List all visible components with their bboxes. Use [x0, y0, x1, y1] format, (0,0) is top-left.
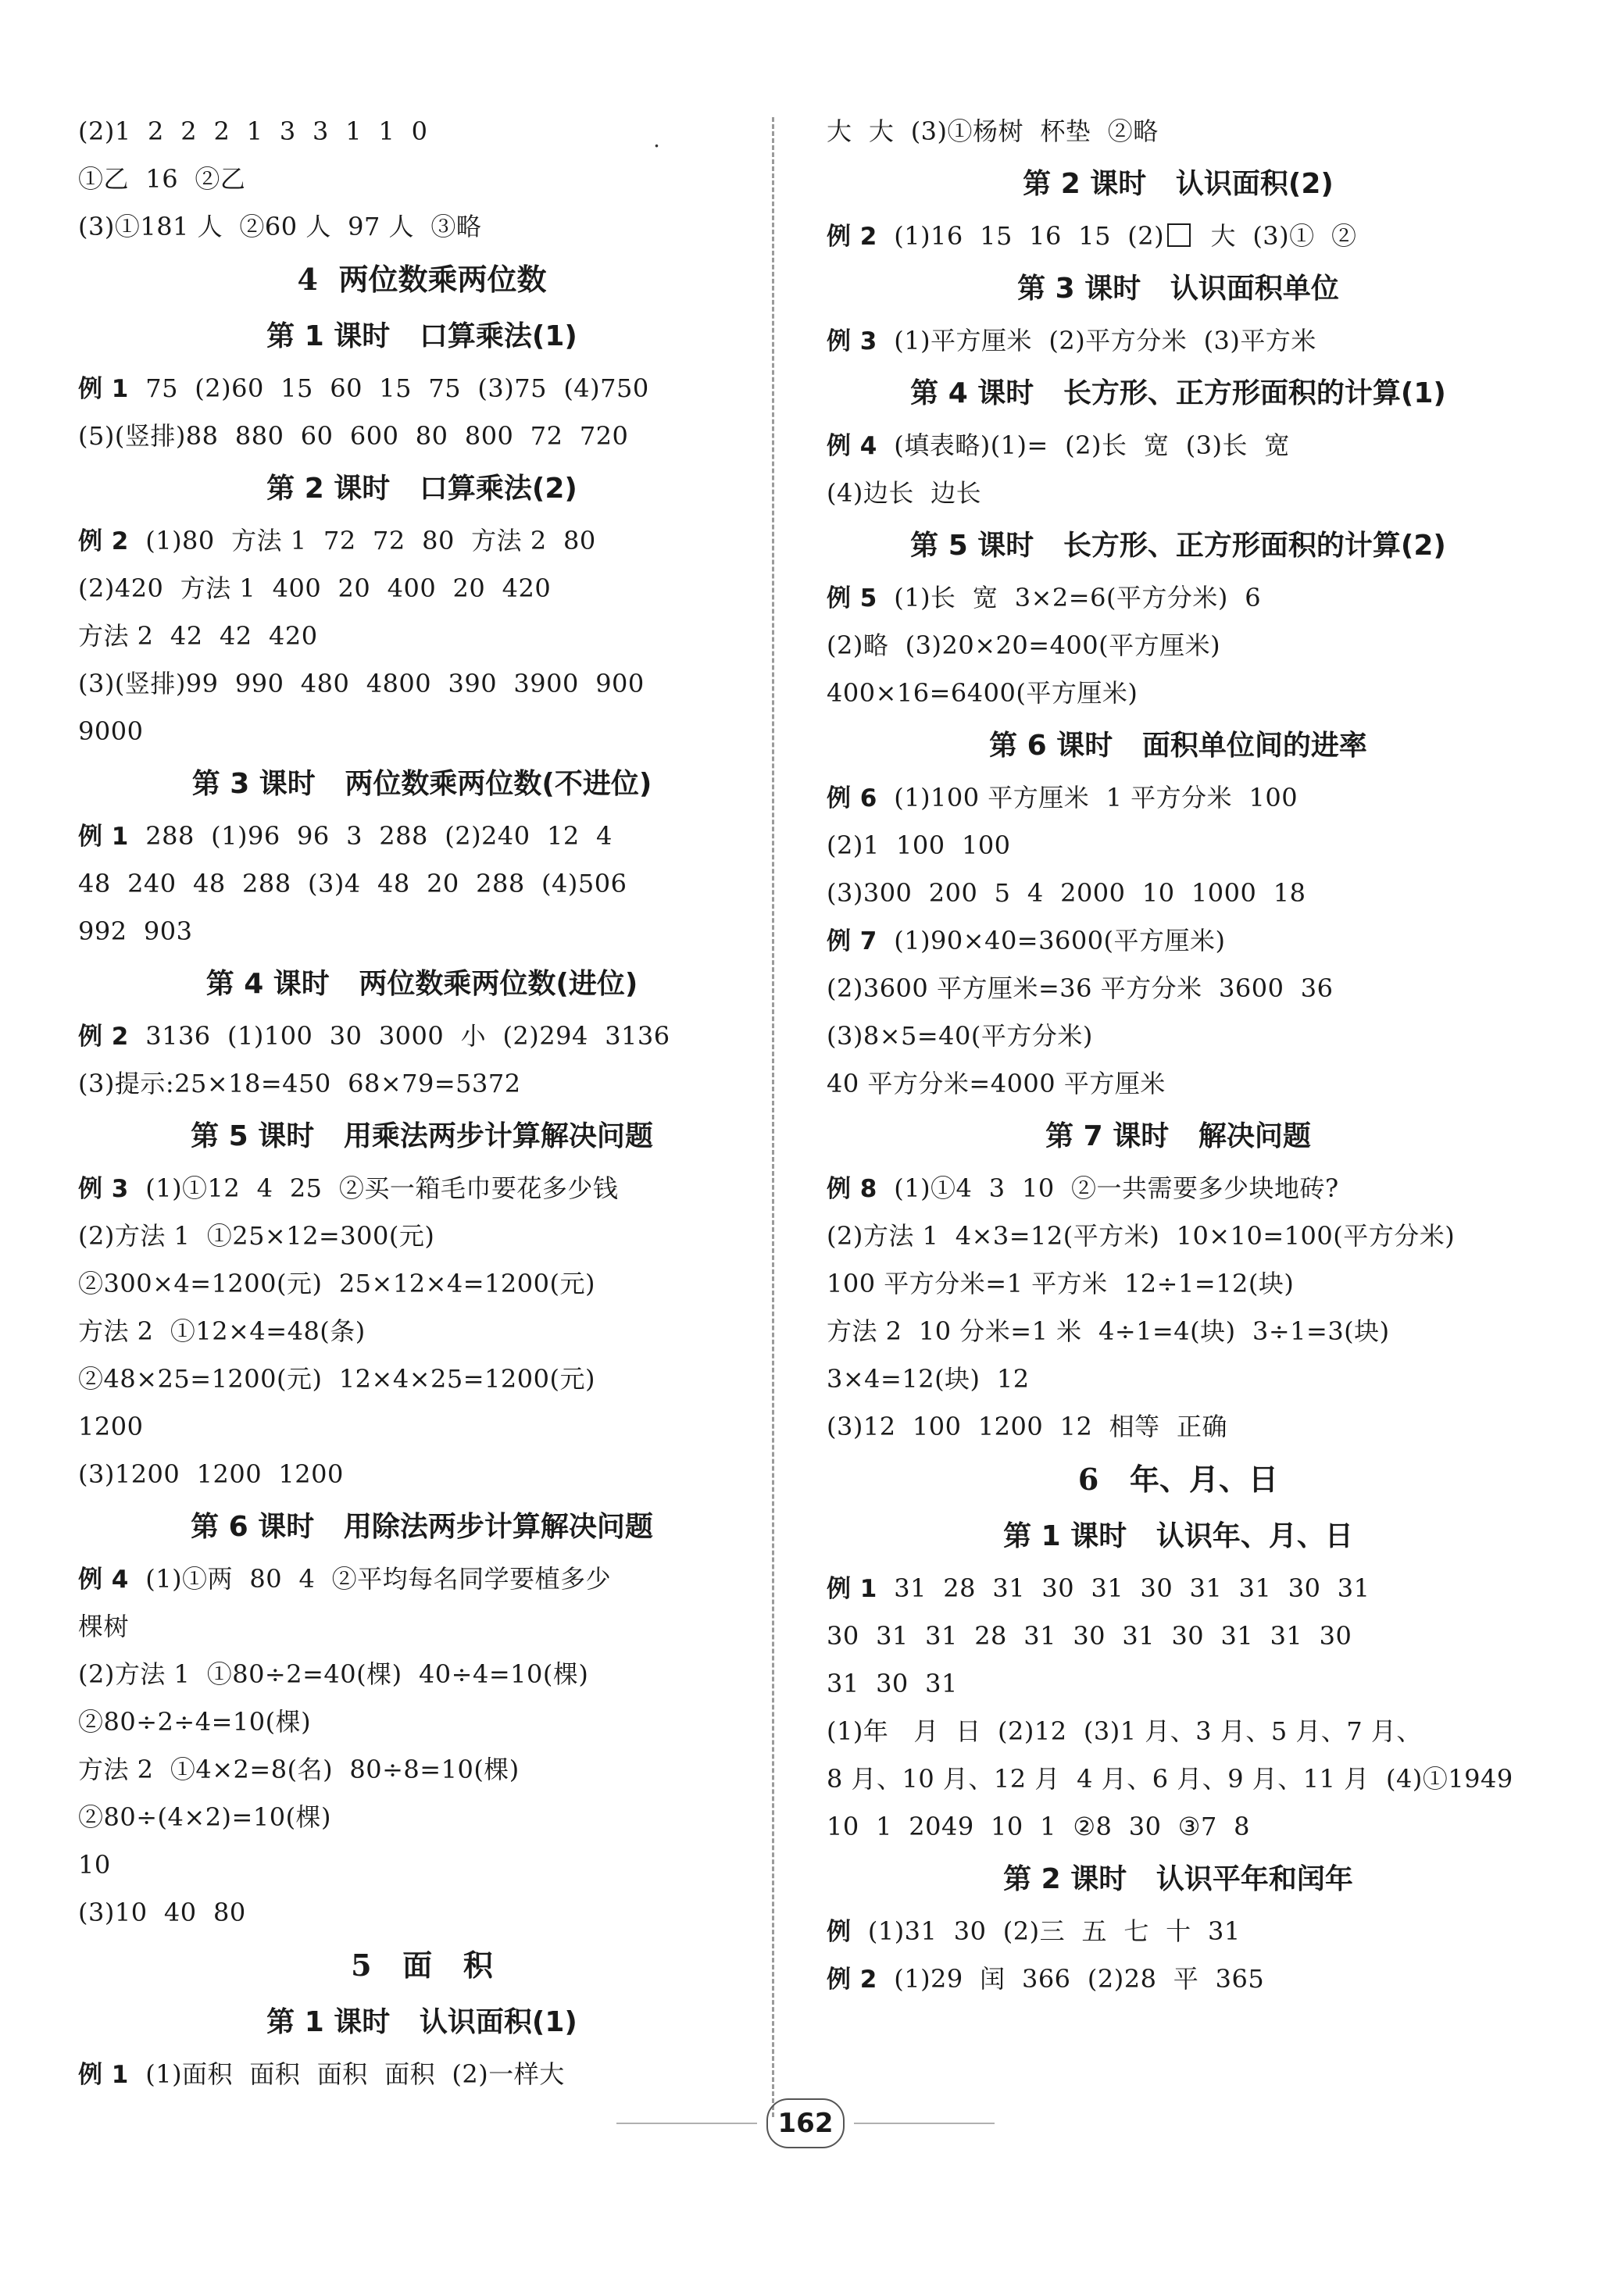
answer-text: ②300×4=1200(元) 25×12×4=1200(元): [78, 1269, 595, 1298]
lesson-heading: 第 3 课时 两位数乘两位数(不进位): [191, 768, 652, 800]
answer-text: ②48×25=1200(元) 12×4×25=1200(元): [78, 1364, 595, 1394]
left-column: [78, 108, 766, 2098]
answer-text: ②80÷2÷4=10(棵): [78, 1707, 312, 1737]
answer-text: (2)方法 1 ①80÷2=40(棵) 40÷4=10(棵): [78, 1659, 589, 1689]
answer-text: 31 28 31 30 31 30 31 31 30 31: [877, 1573, 1370, 1603]
answer-line: [827, 1403, 1530, 1451]
answer-text: 1200: [78, 1412, 144, 1441]
answer-text: 3136 (1)100 30 3000 小 (2)294 3136: [128, 1021, 670, 1051]
answer-line: [827, 1165, 1530, 1212]
example-label: 例 2: [78, 1023, 129, 1051]
footer-rule-left: [616, 2123, 757, 2124]
answer-text: (2)方法 1 4×3=12(平方米) 10×10=100(平方分米): [827, 1221, 1456, 1251]
stray-dot: .: [653, 127, 660, 152]
answer-line: [827, 917, 1530, 965]
answer-line: [78, 565, 766, 612]
answer-line: [78, 517, 766, 565]
answer-line: [78, 1403, 766, 1451]
lesson-heading: 第 6 课时 用除法两步计算解决问题: [191, 1511, 653, 1543]
answer-text: 48 240 48 288 (3)4 48 20 288 (4)506: [78, 869, 627, 898]
answer-text: (1)80 方法 1 72 72 80 方法 2 80: [128, 526, 596, 555]
answer-line: [827, 1755, 1530, 1803]
answer-line: [78, 908, 766, 955]
answer-line: [827, 1565, 1530, 1612]
answer-line: [827, 1212, 1530, 1260]
example-label: 例 1: [827, 1575, 877, 1603]
answer-text: 9000: [78, 716, 144, 746]
answer-line: [78, 155, 766, 203]
unit-title: 6 年、月、日: [1077, 1462, 1279, 1497]
answer-line: [78, 708, 766, 755]
answer-text: (4)边长 边长: [827, 478, 982, 508]
answer-text: (2)略 (3)20×20=400(平方厘米): [827, 630, 1221, 660]
answer-line: [827, 1060, 1530, 1108]
answer-line: [78, 1212, 766, 1260]
page-footer: [0, 2092, 1611, 2155]
answer-text: 方法 2 42 42 420: [78, 621, 318, 651]
answer-text: (2)420 方法 1 400 20 400 20 420: [78, 573, 552, 603]
lesson-heading: 第 2 课时 口算乘法(2): [266, 473, 577, 505]
lesson-heading: 第 3 课时 认识面积单位: [1017, 273, 1339, 305]
page-number: 162: [766, 2098, 845, 2148]
lesson-heading: 第 2 课时 认识平年和闰年: [1003, 1863, 1353, 1895]
answer-line: [827, 470, 1530, 517]
footer-rule-right: [854, 2123, 995, 2124]
answer-line: [78, 203, 766, 251]
answer-text: 100 平方分米=1 平方米 12÷1=12(块): [827, 1269, 1295, 1298]
example-label: 例: [827, 1918, 852, 1946]
answer-line: [827, 574, 1530, 622]
unit-title: 5 面 积: [351, 1948, 493, 1983]
answer-line: [827, 965, 1530, 1012]
answer-text: (1)平方厘米 (2)平方分米 (3)平方米: [877, 326, 1316, 355]
answer-text: (3)①181 人 ②60 人 97 人 ③略: [78, 212, 482, 241]
answer-text: 40 平方分米=4000 平方厘米: [827, 1069, 1166, 1098]
example-label: 例 1: [78, 2061, 129, 2089]
example-label: 例 6: [827, 784, 877, 812]
answer-text: 10 1 2049 10 1 ②8 30 ③7 8: [827, 1812, 1251, 1841]
answer-text: (1)①4 3 10 ②一共需要多少块地砖?: [877, 1173, 1339, 1203]
answer-text: (1)29 闰 366 (2)28 平 365: [877, 1964, 1265, 1994]
answer-line: [78, 1355, 766, 1403]
example-label: 例 1: [78, 823, 129, 851]
lesson-heading: 第 1 课时 口算乘法(1): [266, 320, 577, 352]
answer-text: (1)面积 面积 面积 面积 (2)一样大: [128, 2059, 565, 2089]
answer-line: [827, 822, 1530, 869]
answer-text: 992 903: [78, 916, 193, 946]
answer-line: [827, 1660, 1530, 1708]
square-symbol: [1167, 223, 1191, 247]
answer-line: [78, 1841, 766, 1889]
answer-text: (1)年 月 日 (2)12 (3)1 月、3 月、5 月、7 月、: [827, 1716, 1422, 1746]
answer-line: [827, 1803, 1530, 1851]
example-label: 例 3: [827, 327, 877, 355]
example-label: 例 4: [78, 1566, 129, 1594]
answer-text: (3)8×5=40(平方分米): [827, 1021, 1093, 1051]
example-label: 例 4: [827, 432, 877, 460]
example-label: 例 8: [827, 1175, 877, 1203]
answer-line: [827, 869, 1530, 917]
answer-text: (1)31 30 (2)三 五 七 十 31: [851, 1916, 1241, 1946]
answer-text: (3)(竖排)99 990 480 4800 390 3900 900: [78, 669, 645, 698]
answer-text: ①乙 16 ②乙: [78, 164, 246, 194]
answer-line: [827, 108, 1530, 155]
answer-line: [827, 1308, 1530, 1355]
answer-line: [78, 1889, 766, 1937]
lesson-heading: 第 1 课时 认识面积(1): [266, 2006, 577, 2038]
answer-text: (2)1 100 100: [827, 830, 1011, 860]
answer-text: (2)1 2 2 2 1 3 3 1 1 0: [78, 116, 428, 146]
answer-line: [78, 1698, 766, 1746]
answer-line: [827, 1908, 1530, 1955]
answer-line: [827, 1012, 1530, 1060]
answer-line: [827, 1355, 1530, 1403]
answer-line: [827, 622, 1530, 670]
answer-line: [78, 365, 766, 412]
answer-text: (2)3600 平方厘米=36 平方分米 3600 36: [827, 973, 1334, 1003]
answer-line: [827, 774, 1530, 822]
answer-text: (1)长 宽 3×2=6(平方分米) 6: [877, 583, 1262, 612]
answer-text: (3)提示:25×18=450 68×79=5372: [78, 1069, 521, 1098]
lesson-heading: 第 5 课时 长方形、正方形面积的计算(2): [910, 530, 1446, 562]
lesson-heading: 第 6 课时 面积单位间的进率: [989, 730, 1367, 762]
example-label: 例 3: [78, 1175, 129, 1203]
answer-line: [78, 1651, 766, 1698]
answer-line: [78, 1746, 766, 1794]
answer-line: [78, 660, 766, 708]
answer-line: [78, 2051, 766, 2098]
answer-text: (3)1200 1200 1200: [78, 1459, 344, 1489]
answer-text: 方法 2 10 分米=1 米 4÷1=4(块) 3÷1=3(块): [827, 1316, 1390, 1346]
answer-text: 30 31 31 28 31 30 31 30 31 31 30: [827, 1621, 1352, 1651]
answer-line: [827, 212, 1530, 260]
answer-text: 方法 2 ①4×2=8(名) 80÷8=10(棵): [78, 1755, 520, 1784]
answer-line: [827, 1260, 1530, 1308]
answer-line: [78, 860, 766, 908]
answer-line: [78, 1603, 766, 1651]
lesson-heading: 第 7 课时 解决问题: [1045, 1120, 1311, 1152]
lesson-heading: 第 2 课时 认识面积(2): [1023, 168, 1334, 200]
lesson-heading: 第 4 课时 两位数乘两位数(进位): [205, 968, 638, 1000]
answer-text: 大 大 (3)①杨树 杯垫 ②略: [827, 116, 1159, 146]
answer-text: ②80÷(4×2)=10(棵): [78, 1802, 332, 1832]
answer-line: [78, 1308, 766, 1355]
answer-text: 10: [78, 1850, 111, 1880]
answer-line: [78, 412, 766, 460]
example-label: 例 1: [78, 375, 129, 403]
answer-line: [78, 1555, 766, 1603]
example-label: 例 7: [827, 927, 877, 955]
column-divider: [772, 117, 774, 2117]
answer-line: [78, 1060, 766, 1108]
answer-line: [78, 812, 766, 860]
answer-line: [827, 1612, 1530, 1660]
example-label: 例 5: [827, 584, 877, 612]
answer-text: (2)方法 1 ①25×12=300(元): [78, 1221, 435, 1251]
answer-line: [827, 1955, 1530, 2003]
answer-text: (1)16 15 16 15 (2): [877, 221, 1165, 251]
answer-line: [78, 108, 766, 155]
answer-text: (1)①两 80 4 ②平均每名同学要植多少: [128, 1564, 612, 1594]
answer-line: [827, 1708, 1530, 1755]
right-column: [827, 108, 1530, 2003]
answer-text: 8 月、10 月、12 月 4 月、6 月、9 月、11 月 (4)①1949: [827, 1764, 1513, 1794]
answer-text: (1)①12 4 25 ②买一箱毛巾要花多少钱: [128, 1173, 619, 1203]
answer-text: 75 (2)60 15 60 15 75 (3)75 (4)750: [128, 373, 649, 403]
answer-text: 31 30 31: [827, 1669, 958, 1698]
answer-text: 400×16=6400(平方厘米): [827, 678, 1138, 708]
answer-text: 方法 2 ①12×4=48(条): [78, 1316, 366, 1346]
answer-text: 棵树: [78, 1612, 130, 1641]
answer-text: 288 (1)96 96 3 288 (2)240 12 4: [128, 821, 613, 851]
answer-line: [78, 1012, 766, 1060]
lesson-heading: 第 1 课时 认识年、月、日: [1003, 1520, 1353, 1552]
answer-text: (1)90×40=3600(平方厘米): [877, 926, 1226, 955]
answer-text: (3)10 40 80: [78, 1898, 246, 1927]
answer-text: (5)(竖排)88 880 60 600 80 800 72 720: [78, 421, 629, 451]
answer-line: [78, 1451, 766, 1498]
answer-line: [827, 317, 1530, 365]
example-label: 例 2: [827, 1966, 877, 1994]
unit-title: 4 两位数乘两位数: [297, 262, 547, 297]
lesson-heading: 第 4 课时 长方形、正方形面积的计算(1): [910, 377, 1446, 409]
answer-text: 3×4=12(块) 12: [827, 1364, 1030, 1394]
lesson-heading: 第 5 课时 用乘法两步计算解决问题: [191, 1120, 653, 1152]
answer-text: (1)100 平方厘米 1 平方分米 100: [877, 783, 1298, 812]
answer-line: [827, 670, 1530, 717]
answer-line: [78, 1260, 766, 1308]
answer-text: (3)300 200 5 4 2000 10 1000 18: [827, 878, 1306, 908]
answer-line: [78, 1165, 766, 1212]
example-label: 例 2: [827, 223, 877, 251]
example-label: 例 2: [78, 527, 129, 555]
answer-text-tail: 大 (3)① ②: [1194, 221, 1357, 251]
answer-line: [78, 612, 766, 660]
answer-line: [827, 422, 1530, 470]
answer-line: [78, 1794, 766, 1841]
answer-text: (3)12 100 1200 12 相等 正确: [827, 1412, 1228, 1441]
answer-text: (填表略)(1)= (2)长 宽 (3)长 宽: [877, 430, 1290, 460]
